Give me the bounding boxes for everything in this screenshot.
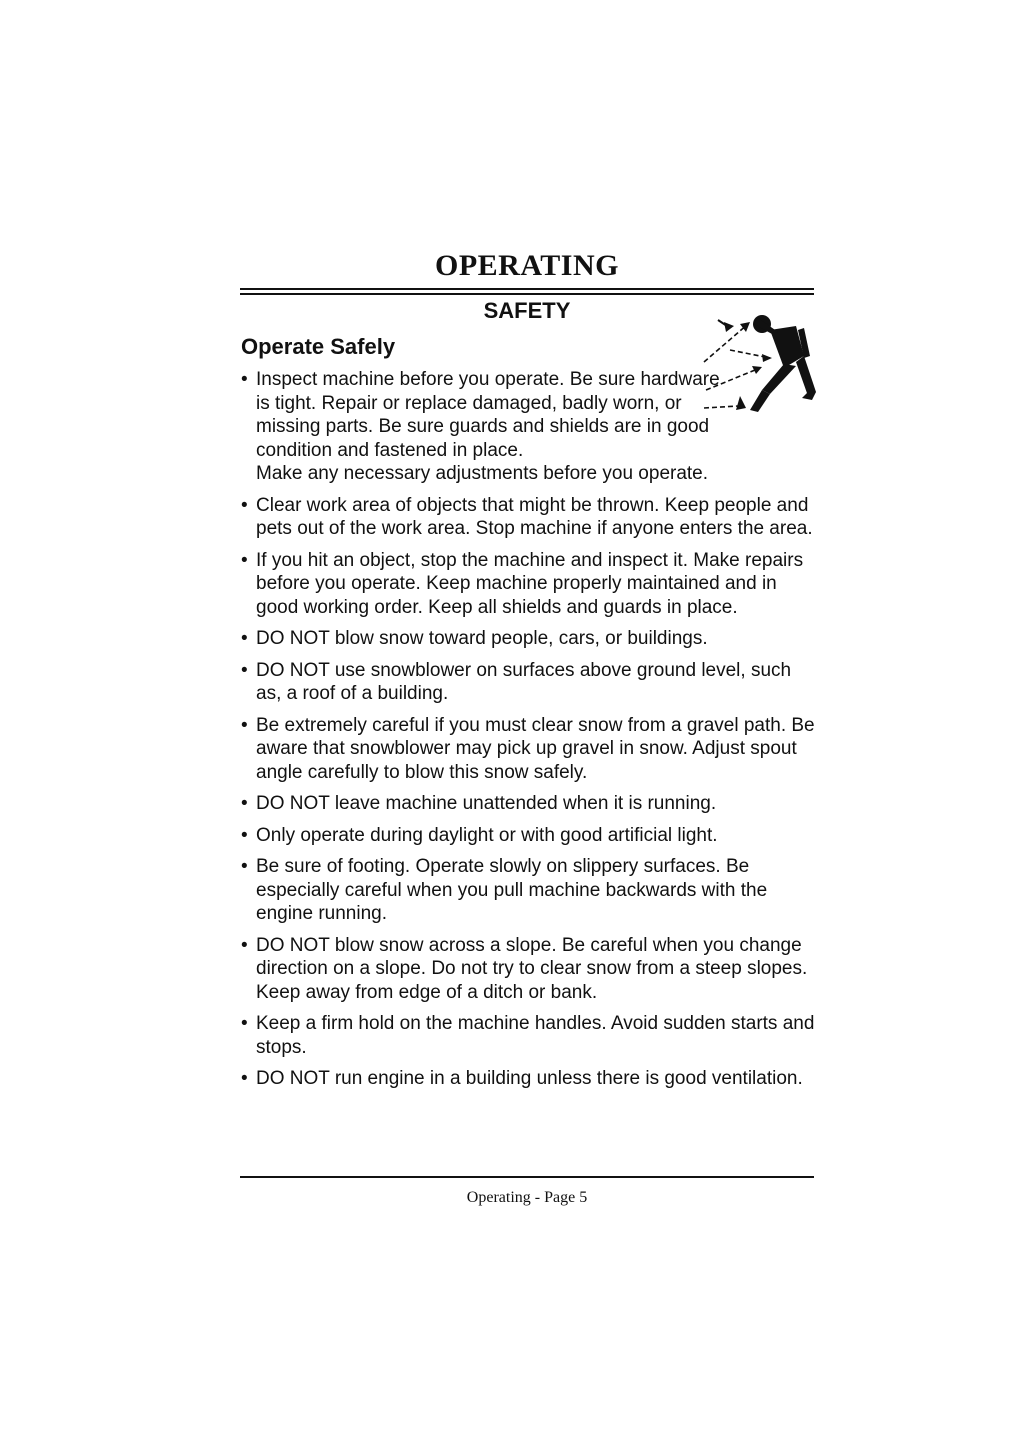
list-item-text-continued: Make any necessary adjustments before you operate. (256, 463, 709, 484)
list-item-text: DO NOT run engine in a building unless there is good ventilation. (256, 1068, 803, 1089)
list-item-text: DO NOT use snowblower on surfaces above ground level, such as, a roof of a building. (256, 659, 792, 704)
bullet-mark: • (241, 1068, 248, 1089)
list-item (241, 494, 816, 541)
bullet-mark: • (241, 824, 248, 846)
list-item-text: DO NOT blow snow toward people, cars, or buildings. (256, 628, 708, 649)
bullet-mark: • (241, 934, 248, 956)
bullet-mark: • (241, 549, 248, 571)
list-item (241, 368, 816, 486)
list-item (241, 659, 816, 706)
list-item (241, 714, 816, 785)
list-item (241, 627, 816, 651)
list-item (241, 824, 816, 848)
list-item (241, 1012, 816, 1059)
safety-rules-list (241, 368, 816, 1099)
list-item-text: Only operate during daylight or with good artificial light. (256, 824, 718, 846)
bullet-mark: • (241, 714, 248, 736)
list-item-text: Keep a firm hold on the machine handles. Avoid sudden starts and stops. (256, 1013, 815, 1058)
list-item-text: Be sure of footing. Operate slowly on slippery surfaces. Be especially careful when you pull machine backwards with the engine running. (256, 856, 768, 924)
title-divider-top (240, 288, 814, 290)
list-item (241, 1067, 816, 1091)
list-item-text: DO NOT blow snow across a slope. Be careful when you change direction on a slope. Do not try to clear snow from a steep slopes. Keep away from edge of a ditch or bank. (256, 934, 808, 1003)
bullet-mark: • (241, 494, 248, 516)
subheading: Operate Safely (241, 334, 396, 359)
list-item-text: Inspect machine before you operate. Be sure hardware is tight. Repair or replace damaged, badly worn, or missing parts. Be sure guards and shields are in good condition and fastened in place. (256, 369, 720, 461)
list-item-text: Be extremely careful if you must clear snow from a gravel path. Be aware that snowblower may pick up gravel in snow. Adjust spout angle carefully to blow this snow safely. (256, 714, 815, 783)
section-heading: SAFETY (483, 298, 571, 323)
list-item (241, 549, 816, 620)
title-divider-bottom (240, 293, 814, 295)
list-item (241, 934, 816, 1005)
bullet-mark: • (241, 659, 248, 681)
list-item-text: If you hit an object, stop the machine and inspect it. Make repairs before you operate. Keep machine properly maintained and in good working order. Keep all shields and guards in place. (256, 549, 804, 618)
bullet-mark: • (241, 1013, 248, 1034)
list-item (241, 792, 816, 816)
bullet-mark: • (241, 628, 248, 649)
page-number: Operating - Page 5 (466, 1189, 588, 1206)
bullet-mark: • (241, 793, 248, 814)
list-item-text: Clear work area of objects that might be thrown. Keep people and pets out of the work area. Stop machine if anyone enters the area. (256, 494, 813, 539)
page-title: OPERATING (435, 249, 619, 282)
list-item-text: DO NOT leave machine unattended when it is running. (256, 793, 717, 814)
bullet-mark: • (241, 856, 248, 877)
bullet-mark: • (241, 369, 248, 390)
footer-divider (240, 1176, 814, 1178)
list-item (241, 855, 816, 926)
